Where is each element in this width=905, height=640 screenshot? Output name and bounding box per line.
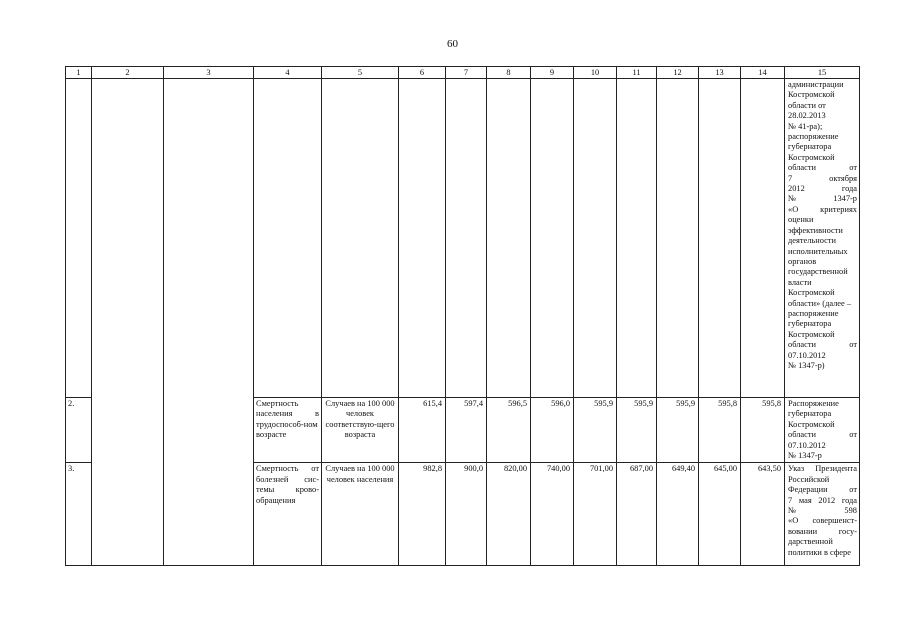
text-line: 7 мая 2012 года xyxy=(788,495,857,505)
value-cell: 595,9 xyxy=(617,398,657,463)
table-cell xyxy=(699,79,741,398)
column-number-row xyxy=(66,67,860,79)
text-line: Костромской xyxy=(788,329,835,339)
text-line: вовании госу- xyxy=(788,526,857,536)
column-number-cell: 8 xyxy=(487,67,531,79)
table-cell xyxy=(322,79,399,398)
unit-of-measure: Случаев на 100 000 человек населения xyxy=(322,463,399,566)
text-line: Федерации от xyxy=(788,485,857,495)
column-number-cell: 5 xyxy=(322,67,399,79)
unit-of-measure: Случаев на 100 000 человек соответствую-щего возраста xyxy=(322,398,399,463)
table-cell xyxy=(399,79,446,398)
value-cell: 820,00 xyxy=(487,463,531,566)
column-number-cell: 6 xyxy=(399,67,446,79)
row-number: 3. xyxy=(66,463,92,566)
text-line: Костромской xyxy=(788,288,835,298)
value-cell: 595,8 xyxy=(741,398,785,463)
column-number-cell: 1 xyxy=(66,67,92,79)
value-cell: 597,4 xyxy=(446,398,487,463)
table-cell xyxy=(617,79,657,398)
text-line: деятельности xyxy=(788,236,836,246)
value-cell: 701,00 xyxy=(574,463,617,566)
column-number-cell: 10 xyxy=(574,67,617,79)
text-line: области от xyxy=(788,163,857,173)
table-cell xyxy=(741,79,785,398)
table-cell xyxy=(254,79,322,398)
text-line: № 1347-р) xyxy=(788,360,825,370)
table-cell-merged xyxy=(92,79,164,566)
value-cell: 687,00 xyxy=(617,463,657,566)
text-line: администрации xyxy=(788,80,844,89)
text-line: распоряжение xyxy=(788,308,839,318)
value-cell: 900,0 xyxy=(446,463,487,566)
text-line: Костромской xyxy=(788,90,835,100)
legal-basis-cell xyxy=(785,398,860,463)
table-cell xyxy=(66,79,92,398)
value-cell: 595,8 xyxy=(699,398,741,463)
value-cell: 649,40 xyxy=(657,463,699,566)
text-line: № 41-ра); xyxy=(788,121,823,131)
text-line: № 598 xyxy=(788,506,857,516)
value-cell: 982,8 xyxy=(399,463,446,566)
text-line: дарственной xyxy=(788,537,833,547)
text-line: губернатора xyxy=(788,319,832,329)
column-number-cell: 4 xyxy=(254,67,322,79)
value-cell: 596,5 xyxy=(487,398,531,463)
text-line: области» (далее – xyxy=(788,298,852,308)
indicators-table xyxy=(65,66,860,566)
text-line: губернатора xyxy=(788,142,832,152)
text-line: «О совершенст- xyxy=(788,516,857,526)
legal-basis-cell xyxy=(785,463,860,566)
text-line: Указ Президента xyxy=(788,464,857,474)
indicator-name: Смертность от болезней сис-темы крово-обращения xyxy=(254,463,322,566)
column-number-cell: 13 xyxy=(699,67,741,79)
column-number-cell: 9 xyxy=(531,67,574,79)
column-number-cell: 7 xyxy=(446,67,487,79)
table-cell xyxy=(574,79,617,398)
table-row-continuation xyxy=(66,79,860,398)
text-line: 2012 года xyxy=(788,184,857,194)
text-line: Распоряжение xyxy=(788,399,839,408)
column-number-cell: 11 xyxy=(617,67,657,79)
text-line: Российской xyxy=(788,474,830,484)
text-line: эффективности xyxy=(788,225,843,235)
table-cell xyxy=(531,79,574,398)
text-line: исполнительных xyxy=(788,246,848,256)
text-line: области от xyxy=(788,340,857,350)
value-cell: 615,4 xyxy=(399,398,446,463)
text-line: 07.10.2012 xyxy=(788,350,826,360)
text-line: оценки xyxy=(788,215,814,225)
indicator-name: Смертность населения в трудоспособ-ном возрасте xyxy=(254,398,322,463)
text-line: области от xyxy=(788,430,857,440)
column-number-cell: 14 xyxy=(741,67,785,79)
text-line: № 1347-р xyxy=(788,194,857,204)
text-line: области от xyxy=(788,100,826,110)
table-cell xyxy=(446,79,487,398)
column-number-cell: 12 xyxy=(657,67,699,79)
text-line: власти xyxy=(788,277,812,287)
text-line: № 1347-р xyxy=(788,451,822,461)
text-line: политики в сфере xyxy=(788,547,851,557)
text-line: Костромской xyxy=(788,419,835,429)
value-cell: 643,50 xyxy=(741,463,785,566)
text-line: Костромской xyxy=(788,152,835,162)
text-line: 28.02.2013 xyxy=(788,111,826,121)
legal-basis-cell xyxy=(785,79,860,398)
page-number: 60 xyxy=(447,38,458,50)
text-line: распоряжение xyxy=(788,132,839,142)
text-line: государственной xyxy=(788,267,848,277)
value-cell: 740,00 xyxy=(531,463,574,566)
text-line: органов xyxy=(788,256,817,266)
text-line: губернатора xyxy=(788,409,832,419)
column-number-cell: 3 xyxy=(164,67,254,79)
text-line: 7 октября xyxy=(788,173,857,183)
text-line: «О критериях xyxy=(788,204,857,214)
table-cell xyxy=(487,79,531,398)
value-cell: 645,00 xyxy=(699,463,741,566)
table-cell-merged xyxy=(164,79,254,566)
value-cell: 595,9 xyxy=(574,398,617,463)
value-cell: 596,0 xyxy=(531,398,574,463)
row-number: 2. xyxy=(66,398,92,463)
table-cell xyxy=(657,79,699,398)
column-number-cell: 15 xyxy=(785,67,860,79)
column-number-cell: 2 xyxy=(92,67,164,79)
text-line: 07.10.2012 xyxy=(788,440,826,450)
value-cell: 595,9 xyxy=(657,398,699,463)
